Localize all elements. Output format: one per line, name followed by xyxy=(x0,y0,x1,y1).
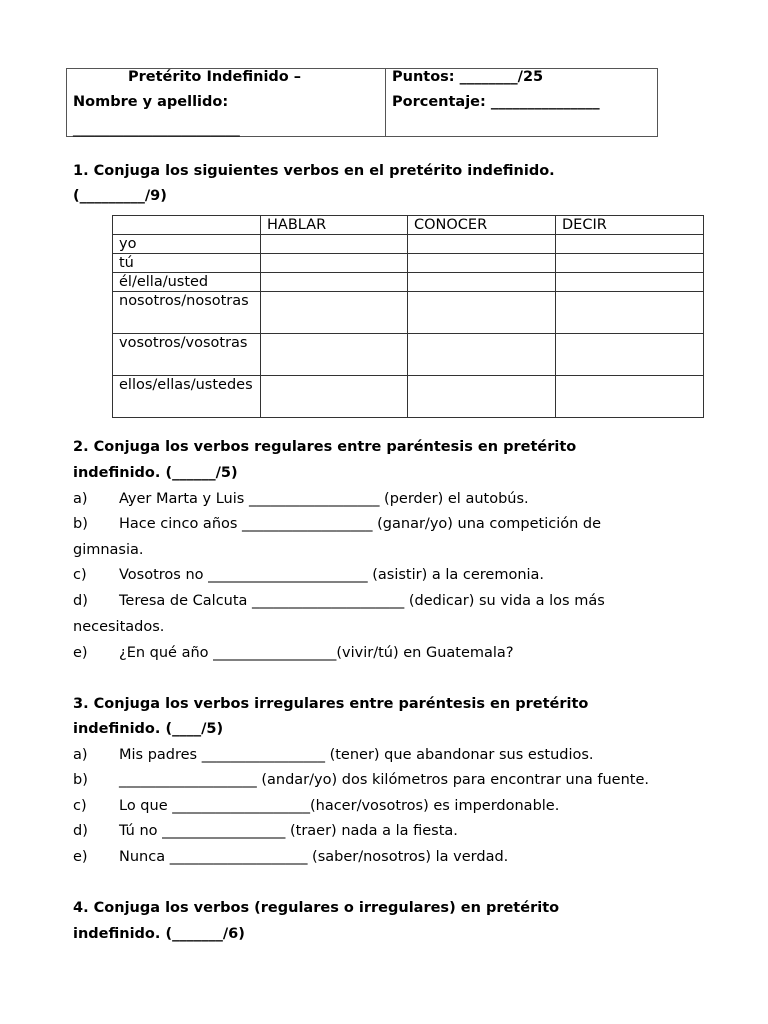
table-row xyxy=(113,376,704,418)
item-text: ¿En qué año _________________(vivir/tú) en Guatemala? xyxy=(119,645,514,661)
answer-cell[interactable] xyxy=(556,254,704,273)
answer-cell[interactable] xyxy=(408,235,556,254)
item-text: Teresa de Calcuta _____________________ (dedicar) su vida a los más xyxy=(119,593,605,609)
answer-cell[interactable] xyxy=(261,273,408,292)
header-left-cell xyxy=(67,69,386,136)
item-letter: b) xyxy=(73,516,88,532)
table-row xyxy=(113,273,704,292)
table-row xyxy=(113,334,704,376)
conjugation-table xyxy=(112,215,704,418)
name-label: Nombre y apellido: xyxy=(73,94,229,110)
item-letter: a) xyxy=(73,747,88,763)
item-text: Hace cinco años __________________ (ganar/yo) una competición de xyxy=(119,516,602,532)
name-blank[interactable]: _______________________ xyxy=(73,121,240,137)
table-header-row xyxy=(113,216,704,235)
answer-cell[interactable] xyxy=(261,254,408,273)
answer-cell[interactable] xyxy=(261,292,408,334)
pronoun-cell xyxy=(113,292,261,334)
header-box xyxy=(66,68,658,137)
answer-cell[interactable] xyxy=(408,376,556,418)
ex3-item-b[interactable] xyxy=(73,772,649,788)
table-header-cell: HABLAR xyxy=(261,216,408,235)
answer-cell[interactable] xyxy=(261,334,408,376)
ex1-heading: 1. Conjuga los siguientes verbos en el pretérito indefinido. xyxy=(73,163,555,179)
ex2-item-d-cont: necesitados. xyxy=(73,619,165,635)
answer-cell[interactable] xyxy=(556,273,704,292)
table-header-cell xyxy=(113,216,261,235)
pronoun-text: ellos/ellas/ustedes xyxy=(119,377,253,393)
pronoun-cell xyxy=(113,334,261,376)
pronoun-cell xyxy=(113,376,261,418)
table-header-cell: CONOCER xyxy=(408,216,556,235)
table-header-cell: DECIR xyxy=(556,216,704,235)
table-row xyxy=(113,292,704,334)
item-text: Vosotros no ______________________ (asistir) a la ceremonia. xyxy=(119,567,545,583)
points-field[interactable]: Puntos: ________/25 xyxy=(392,69,544,85)
ex3-item-d[interactable] xyxy=(73,823,458,839)
ex3-heading-cont: indefinido. (____/5) xyxy=(73,721,224,737)
answer-cell[interactable] xyxy=(556,235,704,254)
item-text: Ayer Marta y Luis __________________ (perder) el autobús. xyxy=(119,491,529,507)
ex2-item-b-cont: gimnasia. xyxy=(73,542,144,558)
table-row xyxy=(113,235,704,254)
answer-cell[interactable] xyxy=(261,376,408,418)
ex2-item-a[interactable] xyxy=(73,491,529,507)
ex2-item-c[interactable] xyxy=(73,567,544,583)
pronoun-cell: yo xyxy=(113,235,261,254)
table-row xyxy=(113,254,704,273)
item-letter: d) xyxy=(73,593,88,609)
answer-cell[interactable] xyxy=(408,273,556,292)
pronoun-text: vosotros/vosotras xyxy=(119,335,248,351)
ex3-heading: 3. Conjuga los verbos irregulares entre paréntesis en pretérito xyxy=(73,696,589,712)
answer-cell[interactable] xyxy=(556,376,704,418)
ex2-heading-cont: indefinido. (______/5) xyxy=(73,465,238,481)
ex3-item-c[interactable] xyxy=(73,798,559,814)
answer-cell[interactable] xyxy=(556,334,704,376)
item-text: ___________________ (andar/yo) dos kilómetros para encontrar una fuente. xyxy=(119,772,650,788)
item-text: Tú no _________________ (traer) nada a la fiesta. xyxy=(119,823,458,839)
ex4-heading-cont: indefinido. (_______/6) xyxy=(73,926,245,942)
item-text: Nunca ___________________ (saber/nosotros) la verdad. xyxy=(119,849,509,865)
ex1-score[interactable]: (_________/9) xyxy=(73,188,167,204)
ex4-heading: 4. Conjuga los verbos (regulares o irregulares) en pretérito xyxy=(73,900,560,916)
ex3-item-e[interactable] xyxy=(73,849,508,865)
answer-cell[interactable] xyxy=(261,235,408,254)
item-letter: b) xyxy=(73,772,88,788)
ex3-item-a[interactable] xyxy=(73,747,594,763)
answer-cell[interactable] xyxy=(556,292,704,334)
item-letter: e) xyxy=(73,849,88,865)
answer-cell[interactable] xyxy=(408,334,556,376)
percent-field[interactable]: Porcentaje: _______________ xyxy=(392,94,600,110)
item-letter: c) xyxy=(73,798,87,814)
ex2-heading: 2. Conjuga los verbos regulares entre paréntesis en pretérito xyxy=(73,439,577,455)
answer-cell[interactable] xyxy=(408,254,556,273)
pronoun-text: nosotros/nosotras xyxy=(119,293,249,309)
item-letter: a) xyxy=(73,491,88,507)
item-text: Lo que ___________________(hacer/vosotros) es imperdonable. xyxy=(119,798,560,814)
item-letter: d) xyxy=(73,823,88,839)
pronoun-cell: tú xyxy=(113,254,261,273)
ex2-item-e[interactable] xyxy=(73,645,514,661)
ex2-item-d[interactable] xyxy=(73,593,605,609)
answer-cell[interactable] xyxy=(408,292,556,334)
item-letter: e) xyxy=(73,645,88,661)
worksheet-title: Pretérito Indefinido – xyxy=(128,69,302,85)
ex2-item-b[interactable] xyxy=(73,516,601,532)
header-right-cell xyxy=(386,69,657,136)
item-text: Mis padres _________________ (tener) que abandonar sus estudios. xyxy=(119,747,594,763)
item-letter: c) xyxy=(73,567,87,583)
pronoun-cell: él/ella/usted xyxy=(113,273,261,292)
